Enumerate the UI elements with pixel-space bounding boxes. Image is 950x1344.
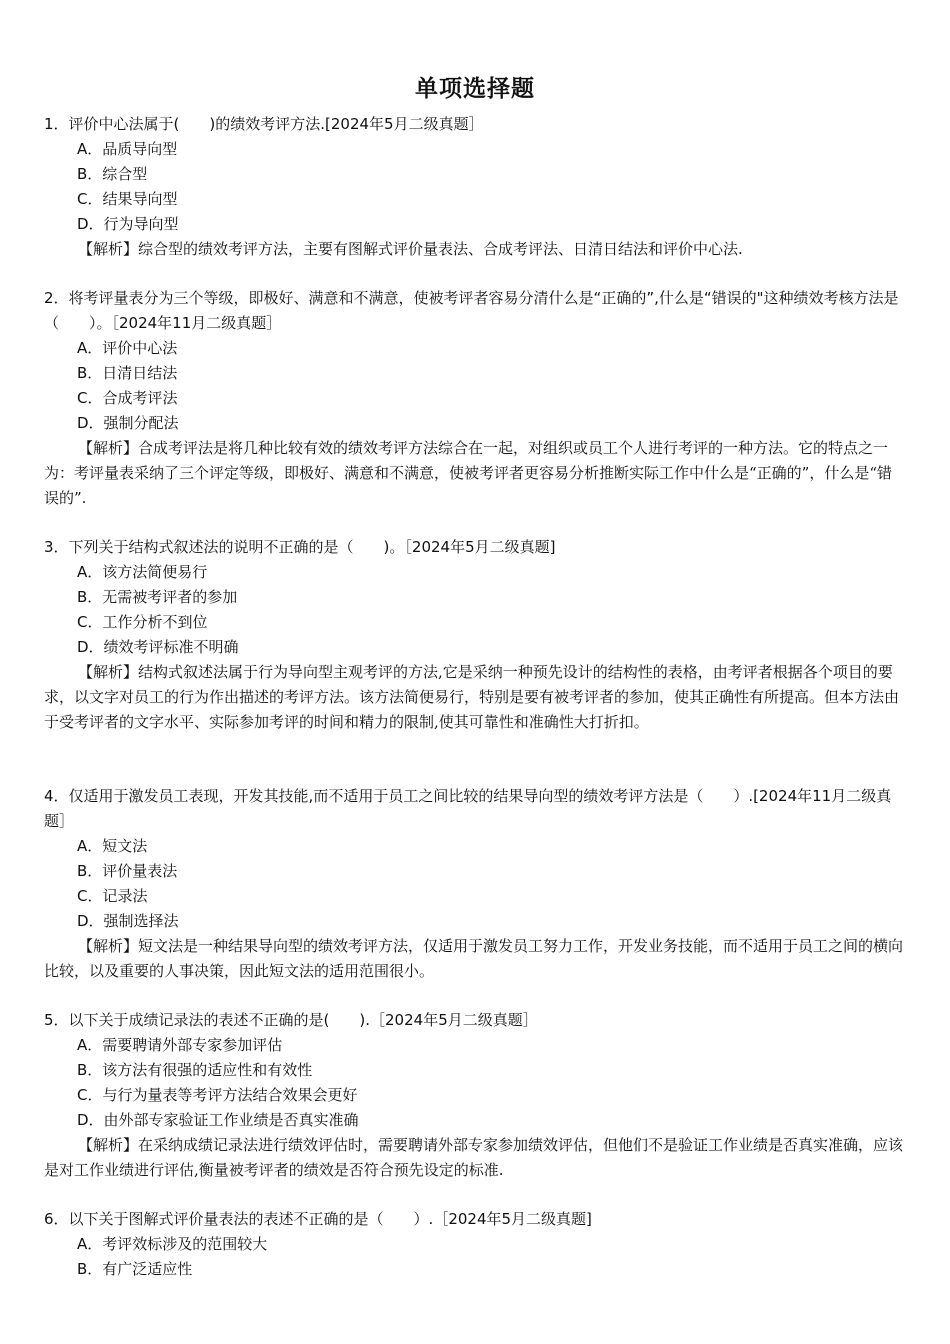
option-a: A．品质导向型: [77, 140, 178, 158]
option-b: B．该方法有很强的适应性和有效性: [77, 1061, 313, 1079]
question-stem: 6．以下关于图解式评价量表法的表述不正确的是（ ）.［2024年5月二级真题]: [44, 1210, 592, 1228]
question-2: [44, 286, 906, 511]
question-6: [44, 1207, 906, 1282]
option-b: B．有广泛适应性: [77, 1260, 193, 1278]
page-title: 单项选择题: [415, 76, 535, 102]
option-b: B．无需被考评者的参加: [77, 588, 238, 606]
question-1: [44, 112, 906, 262]
option-d: D．由外部专家验证工作业绩是否真实准确: [77, 1111, 359, 1129]
option-c: C．工作分析不到位: [77, 613, 208, 631]
option-a: A．评价中心法: [77, 339, 178, 357]
analysis-text: 【解析】综合型的绩效考评方法，主要有图解式评价量表法、合成考评法、日清日结法和评价中心法.: [78, 240, 743, 258]
option-c: C．结果导向型: [77, 190, 178, 208]
option-d: D．强制选择法: [77, 912, 179, 930]
option-b: B．日清日结法: [77, 364, 178, 382]
option-b: B．评价量表法: [77, 862, 178, 880]
option-c: C．合成考评法: [77, 389, 178, 407]
question-stem: 2．将考评量表分为三个等级，即极好、满意和不满意，使被考评者容易分清什么是“正确的”,什么是“错误的"这种绩效考核方法是（ ）。［2024年11月二级真题］: [44, 289, 899, 332]
question-stem: 3．下列关于结构式叙述法的说明不正确的是（ )。［2024年5月二级真题]: [44, 538, 556, 556]
option-c: C．与行为量表等考评方法结合效果会更好: [77, 1086, 358, 1104]
question-5: [44, 1008, 906, 1183]
option-a: A．短文法: [77, 837, 148, 855]
analysis-text: 【解析】短文法是一种结果导向型的绩效考评方法，仅适用于激发员工努力工作，开发业务技能，而不适用于员工之间的横向比较，以及重要的人事决策，因此短文法的适用范围很小。: [44, 937, 904, 980]
question-4: [44, 784, 906, 984]
question-stem: 5．以下关于成绩记录法的表述不正确的是( ).［2024年5月二级真题］: [44, 1011, 538, 1029]
option-d: D．行为导向型: [77, 215, 179, 233]
analysis-text: 【解析】结构式叙述法属于行为导向型主观考评的方法,它是采纳一种预先设计的结构性的表格，由考评者根据各个项目的要求，以文字对员工的行为作出描述的考评方法。该方法简便易行，特别是要有被考评者的参加，使其正确性有所提高。但本方法由于受考评者的文字水平、实际参加考评的时间和精力的限制,使其可靠性和准确性大打折扣。: [44, 663, 900, 731]
option-b: B．综合型: [77, 165, 148, 183]
analysis-text: 【解析】合成考评法是将几种比较有效的绩效考评方法综合在一起，对组织或员工个人进行考评的一种方法。它的特点之一为：考评量表采纳了三个评定等级，即极好、满意和不满意，使被考评者更容易分析推断实际工作中什么是“正确的”，什么是“错误的”.: [44, 439, 893, 507]
analysis-text: 【解析】在采纳成绩记录法进行绩效评估时，需要聘请外部专家参加绩效评估，但他们不是验证工作业绩是否真实准确，应该是对工作业绩进行评估,衡量被考评者的绩效是否符合预先设定的标准.: [44, 1136, 904, 1179]
option-c: C．记录法: [77, 887, 148, 905]
option-d: D．绩效考评标准不明确: [77, 638, 239, 656]
option-d: D．强制分配法: [77, 414, 179, 432]
question-3: [44, 535, 906, 735]
question-stem: 4．仅适用于激发员工表现，开发其技能,而不适用于员工之间比较的结果导向型的绩效考评方法是（ ）.[2024年11月二级真题］: [44, 787, 892, 830]
option-a: A．考评效标涉及的范围较大: [77, 1235, 268, 1253]
option-a: A．需要聘请外部专家参加评估: [77, 1036, 283, 1054]
option-a: A．该方法简便易行: [77, 563, 208, 581]
question-stem: 1．评价中心法属于( )的绩效考评方法.[2024年5月二级真题］: [44, 115, 484, 133]
